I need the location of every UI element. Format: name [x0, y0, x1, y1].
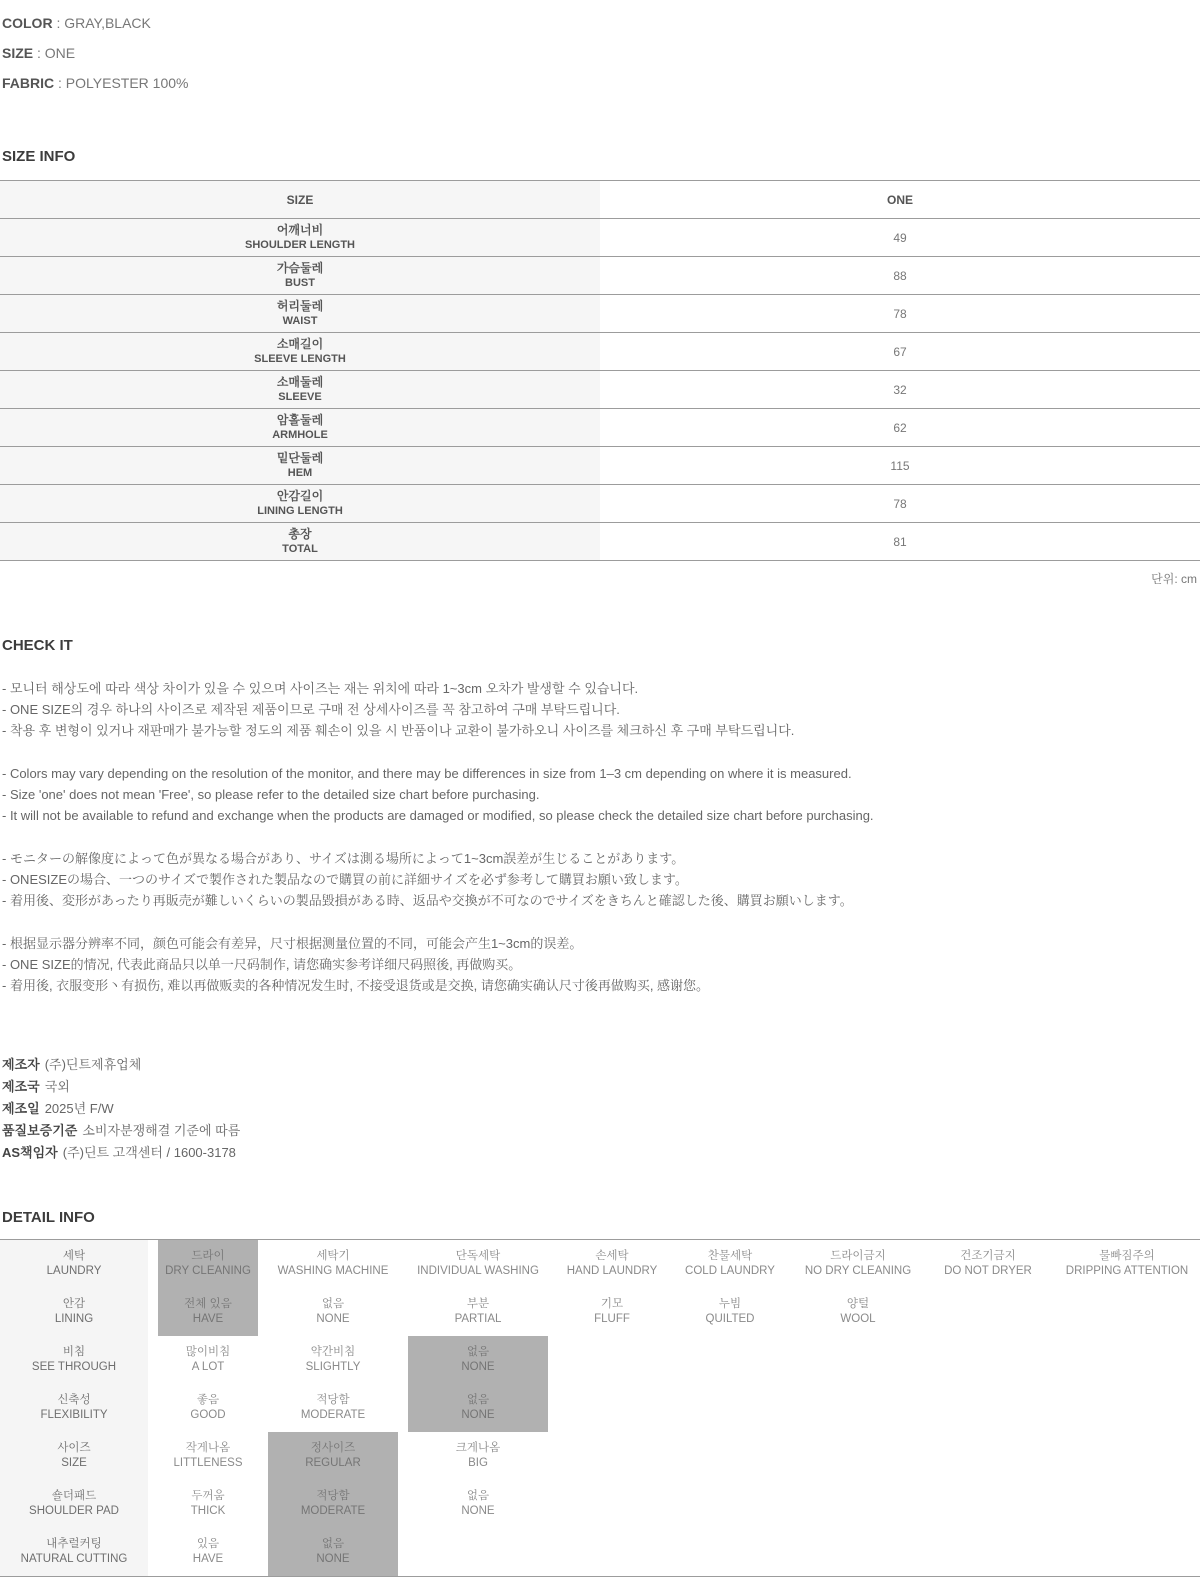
size-label-cell	[0, 485, 600, 523]
manufacturer-value: 2025년 F/W	[44, 1101, 114, 1116]
one-column-title: ONE	[886, 192, 913, 207]
size-label-english: TOTAL	[282, 543, 318, 555]
cell-korean-label: 양털	[846, 1298, 870, 1310]
spec-separator: :	[52, 15, 65, 31]
cell-english-label: NONE	[461, 1409, 495, 1421]
care-option-cell	[158, 1528, 258, 1576]
size-value: 67	[893, 344, 907, 359]
cell-english-label: WOOL	[840, 1313, 876, 1325]
check-line: - Colors may vary depending on the resolution of the monitor, and there may be differences in size from 1–3 cm depending on where it is measured.	[2, 766, 852, 781]
cell-korean-label: 기모	[600, 1298, 624, 1310]
care-category-cell	[0, 1288, 148, 1336]
size-label-korean: 허리둘레	[276, 299, 324, 313]
spec-value: POLYESTER 100%	[65, 75, 189, 91]
cell-korean-label: 작게나옴	[185, 1442, 231, 1454]
cell-english-label: SLIGHTLY	[305, 1361, 361, 1373]
size-value-cell	[600, 447, 1200, 485]
care-option-cell	[794, 1288, 922, 1336]
cell-english-label: NONE	[461, 1505, 495, 1517]
size-value: 62	[893, 420, 907, 435]
cell-english-label: INDIVIDUAL WASHING	[417, 1265, 539, 1277]
check-paragraph	[2, 933, 1200, 996]
cell-english-label: NONE	[461, 1361, 495, 1373]
size-value-cell	[600, 333, 1200, 371]
check-line: - 모니터 해상도에 따라 색상 차이가 있을 수 있으며 사이즈는 재는 위치에 따라 1~3cm 오차가 발생할 수 있습니다.	[2, 681, 639, 696]
check-line: - It will not be available to refund and exchange when the products are damaged or modified, so please check the detailed size chart before purchasing.	[2, 808, 874, 823]
size-table-header-row	[0, 181, 1200, 219]
spec-separator: :	[54, 75, 66, 91]
care-option-cell	[268, 1240, 398, 1288]
size-label-english: BUST	[285, 277, 315, 289]
manufacturer-label: 제조국	[2, 1079, 40, 1094]
manufacturer-label: 제조일	[2, 1101, 40, 1116]
cell-korean-label: 드라이	[191, 1250, 225, 1262]
cell-korean-label: 전체 있음	[184, 1298, 232, 1310]
care-category-cell	[0, 1240, 148, 1288]
check-line: - ONE SIZE的情况, 代表此商品只以单一尺码制作, 请您确实参考详细尺码照後, 再做购买。	[2, 957, 522, 972]
care-option-cell	[158, 1336, 258, 1384]
cell-english-label: NONE	[316, 1313, 350, 1325]
size-label-korean: 밑단둘레	[276, 451, 324, 465]
spec-label: COLOR	[2, 15, 53, 31]
size-label-cell	[0, 447, 600, 485]
check-it-heading: CHECK IT	[2, 637, 73, 654]
size-label-english: SLEEVE	[278, 391, 322, 403]
care-option-cell	[408, 1288, 548, 1336]
care-option-cell	[408, 1240, 548, 1288]
size-value-cell	[600, 409, 1200, 447]
check-line: - 根据显示器分辨率不同，颜色可能会有差异，尺寸根据测量位置的不同，可能会产生1~3cm的误差。	[2, 936, 583, 951]
spec-line	[2, 38, 1200, 68]
check-line: - 着用後, 衣服变形丶有损伤, 难以再做贩卖的各种情况发生时, 不接受退货或是交换, 请您确实确认尺寸後再做购买, 感谢您。	[2, 978, 710, 993]
care-option-cell-selected	[158, 1288, 258, 1336]
check-it-notes	[0, 678, 1200, 996]
size-value: 32	[893, 382, 907, 397]
spec-value: GRAY,BLACK	[64, 15, 151, 31]
size-label-english: HEM	[287, 467, 313, 479]
care-category-cell	[0, 1432, 148, 1480]
care-option-cell-selected	[408, 1336, 548, 1384]
spec-label: FABRIC	[2, 75, 55, 91]
cell-english-label: BIG	[468, 1457, 488, 1469]
size-value: 115	[890, 458, 910, 473]
cell-english-label: LITTLENESS	[173, 1457, 243, 1469]
manufacturer-line	[2, 1120, 1200, 1142]
manufacturer-value: (주)딘트 고객센터 / 1600-3178	[62, 1145, 236, 1160]
size-table-row	[0, 447, 1200, 485]
size-label-cell	[0, 409, 600, 447]
check-paragraph	[2, 763, 1200, 826]
size-label-cell	[0, 523, 600, 561]
check-line: - ONESIZEの場合、一つのサイズで製作された製品なので購買の前に詳細サイズを必ず参考して購買お願い致します。	[2, 872, 688, 887]
size-label-english: SLEEVE LENGTH	[254, 353, 346, 365]
cell-korean-label: 정사이즈	[310, 1442, 356, 1454]
cell-english-label: HAVE	[192, 1553, 224, 1565]
cell-english-label: DO NOT DRYER	[944, 1265, 1032, 1277]
size-value: 88	[893, 268, 907, 283]
care-option-cell-selected	[158, 1240, 258, 1288]
cell-korean-label: 없음	[321, 1298, 345, 1310]
size-value-cell	[600, 485, 1200, 523]
care-option-cell	[158, 1480, 258, 1528]
care-option-cell	[408, 1432, 548, 1480]
care-option-cell	[408, 1480, 548, 1528]
size-table-row	[0, 523, 1200, 561]
care-option-cell	[158, 1384, 258, 1432]
size-value: 81	[893, 534, 907, 549]
size-table-row	[0, 409, 1200, 447]
size-value-cell	[600, 295, 1200, 333]
cell-korean-label: 크게나옴	[455, 1442, 501, 1454]
check-line: - 착용 후 변형이 있거나 재판매가 불가능할 정도의 제품 훼손이 있을 시 반품이나 교환이 불가하오니 사이즈를 체크하신 후 구매 부탁드립니다.	[2, 723, 795, 738]
size-label-korean: 소매둘레	[276, 375, 324, 389]
care-category-cell	[0, 1480, 148, 1528]
cell-korean-label: 없음	[466, 1346, 490, 1358]
size-label-english: ARMHOLE	[272, 429, 328, 441]
detail-info-heading: DETAIL INFO	[2, 1209, 95, 1226]
cell-english-label: REGULAR	[305, 1457, 361, 1469]
cell-english-label: SIZE	[61, 1457, 87, 1469]
size-label-english: SHOULDER LENGTH	[245, 239, 355, 251]
cell-english-label: FLUFF	[594, 1313, 630, 1325]
cell-english-label: COLD LAUNDRY	[685, 1265, 775, 1277]
care-option-cell	[558, 1288, 666, 1336]
cell-korean-label: 약간비침	[310, 1346, 356, 1358]
cell-korean-label: 적당함	[316, 1394, 350, 1406]
size-label-cell	[0, 257, 600, 295]
size-value: 78	[893, 496, 907, 511]
size-value: 78	[893, 306, 907, 321]
unit-note: 단위: cm	[1151, 572, 1197, 586]
cell-english-label: DRIPPING ATTENTION	[1065, 1265, 1189, 1277]
check-line: - モニターの解像度によって色が異なる場合があり、サイズは測る場所によって1~3cm誤差が生じることがあります。	[2, 851, 685, 866]
size-label-english: WAIST	[282, 315, 318, 327]
cell-english-label: HAND LAUNDRY	[566, 1265, 658, 1277]
care-option-cell	[158, 1432, 258, 1480]
size-info-table	[0, 180, 1200, 561]
manufacturer-label: 품질보증기준	[2, 1123, 78, 1138]
cell-korean-label: 찬물세탁	[707, 1250, 753, 1262]
cell-english-label: DRY CLEANING	[165, 1265, 251, 1277]
spec-value: ONE	[44, 45, 76, 61]
cell-korean-label: 누빔	[718, 1298, 742, 1310]
check-paragraph	[2, 848, 1200, 911]
size-label-korean: 암홀둘레	[276, 413, 324, 427]
manufacturer-value: (주)딘트제휴업체	[44, 1057, 142, 1072]
cell-korean-label: 세탁기	[316, 1250, 350, 1262]
manufacturer-line	[2, 1054, 1200, 1076]
cell-korean-label: 부분	[466, 1298, 490, 1310]
check-line: - ONE SIZE의 경우 하나의 사이즈로 제작된 제품이므로 구매 전 상세사이즈를 꼭 참고하여 구매 부탁드립니다.	[2, 702, 620, 717]
cell-korean-label: 있음	[196, 1538, 220, 1550]
cell-korean-label: 두꺼움	[191, 1490, 225, 1502]
size-value-cell	[600, 523, 1200, 561]
cell-korean-label: 드라이금지	[830, 1250, 886, 1262]
care-option-cell	[676, 1288, 784, 1336]
manufacturer-value: 국외	[44, 1079, 70, 1094]
cell-korean-label: 없음	[466, 1394, 490, 1406]
check-line: - 着用後、変形があったり再販売が難しいくらいの製品毀損がある時、返品や交換が不可なのでサイズをきちんと確認した後、購買お願いします。	[2, 893, 853, 908]
care-category-cell	[0, 1336, 148, 1384]
care-option-cell	[932, 1240, 1044, 1288]
size-table-row	[0, 333, 1200, 371]
care-option-cell	[268, 1336, 398, 1384]
care-option-cell-selected	[408, 1384, 548, 1432]
cell-korean-label: 많이비침	[185, 1346, 231, 1358]
size-label-cell	[0, 333, 600, 371]
cell-korean-label: 안감	[62, 1298, 86, 1310]
size-label-english: LINING LENGTH	[257, 505, 343, 517]
care-option-cell	[558, 1240, 666, 1288]
check-paragraph	[2, 678, 1200, 741]
cell-english-label: FLEXIBILITY	[40, 1409, 108, 1421]
manufacturer-line	[2, 1098, 1200, 1120]
cell-english-label: NATURAL CUTTING	[20, 1553, 128, 1565]
care-option-cell	[676, 1240, 784, 1288]
size-table-row	[0, 371, 1200, 409]
cell-english-label: MODERATE	[300, 1409, 366, 1421]
size-label-korean: 소매길이	[276, 337, 324, 351]
cell-english-label: A LOT	[191, 1361, 225, 1373]
care-option-cell	[794, 1240, 922, 1288]
cell-english-label: THICK	[190, 1505, 226, 1517]
cell-korean-label: 숄더패드	[51, 1490, 97, 1502]
cell-english-label: SEE THROUGH	[31, 1361, 117, 1373]
care-category-cell	[0, 1384, 148, 1432]
size-label-cell	[0, 371, 600, 409]
manufacturer-label: 제조자	[2, 1057, 40, 1072]
cell-english-label: WASHING MACHINE	[277, 1265, 389, 1277]
cell-english-label: SHOULDER PAD	[29, 1505, 119, 1517]
cell-english-label: NONE	[316, 1553, 350, 1565]
cell-korean-label: 신축성	[57, 1394, 91, 1406]
spec-line	[2, 68, 1200, 98]
size-value-cell	[600, 257, 1200, 295]
care-option-cell	[268, 1288, 398, 1336]
size-value-cell	[600, 371, 1200, 409]
size-info-heading: SIZE INFO	[2, 148, 76, 165]
manufacturer-value: 소비자분쟁해결 기준에 따름	[82, 1123, 241, 1138]
cell-korean-label: 비침	[62, 1346, 86, 1358]
spec-separator: :	[33, 45, 45, 61]
size-label-korean: 어깨너비	[276, 223, 324, 237]
size-label-cell	[0, 219, 600, 257]
detail-info-table	[0, 1239, 1200, 1577]
cell-english-label: LINING	[54, 1313, 94, 1325]
size-value: 49	[893, 230, 907, 245]
cell-english-label: QUILTED	[705, 1313, 755, 1325]
cell-korean-label: 손세탁	[595, 1250, 629, 1262]
care-option-cell-selected	[268, 1480, 398, 1528]
size-table-row	[0, 219, 1200, 257]
manufacturer-label: AS책임자	[2, 1145, 58, 1160]
cell-korean-label: 없음	[466, 1490, 490, 1502]
size-header-value-cell	[600, 181, 1200, 219]
care-option-cell	[1054, 1240, 1200, 1288]
spec-line	[2, 8, 1200, 38]
cell-english-label: HAVE	[192, 1313, 224, 1325]
cell-korean-label: 좋음	[196, 1394, 220, 1406]
cell-korean-label: 없음	[321, 1538, 345, 1550]
cell-korean-label: 세탁	[62, 1250, 86, 1262]
cell-korean-label: 사이즈	[57, 1442, 91, 1454]
cell-korean-label: 단독세탁	[455, 1250, 501, 1262]
size-label-korean: 안감길이	[276, 489, 324, 503]
manufacturer-info	[0, 1054, 1200, 1164]
manufacturer-line	[2, 1142, 1200, 1164]
spec-label: SIZE	[2, 45, 34, 61]
care-category-cell	[0, 1528, 148, 1576]
cell-korean-label: 물빠짐주의	[1099, 1250, 1155, 1262]
care-option-cell-selected	[268, 1432, 398, 1480]
size-table-row	[0, 295, 1200, 333]
cell-english-label: NO DRY CLEANING	[804, 1265, 912, 1277]
size-table-row	[0, 257, 1200, 295]
cell-english-label: PARTIAL	[454, 1313, 502, 1325]
cell-english-label: LAUNDRY	[46, 1265, 102, 1277]
care-option-cell	[268, 1384, 398, 1432]
product-specs	[0, 0, 1200, 98]
cell-korean-label: 적당함	[316, 1490, 350, 1502]
size-value-cell	[600, 219, 1200, 257]
size-table-row	[0, 485, 1200, 523]
check-line: - Size 'one' does not mean 'Free', so please refer to the detailed size chart before purchasing.	[2, 787, 540, 802]
size-label-cell	[0, 295, 600, 333]
size-column-title: SIZE	[286, 192, 314, 207]
manufacturer-line	[2, 1076, 1200, 1098]
care-option-cell-selected	[268, 1528, 398, 1576]
cell-korean-label: 건조기금지	[960, 1250, 1016, 1262]
size-label-korean: 총장	[288, 527, 312, 541]
size-header-label-cell	[0, 181, 600, 219]
cell-english-label: GOOD	[190, 1409, 226, 1421]
cell-korean-label: 내추럴커팅	[46, 1538, 102, 1550]
cell-english-label: MODERATE	[300, 1505, 366, 1517]
size-label-korean: 가슴둘레	[276, 261, 324, 275]
